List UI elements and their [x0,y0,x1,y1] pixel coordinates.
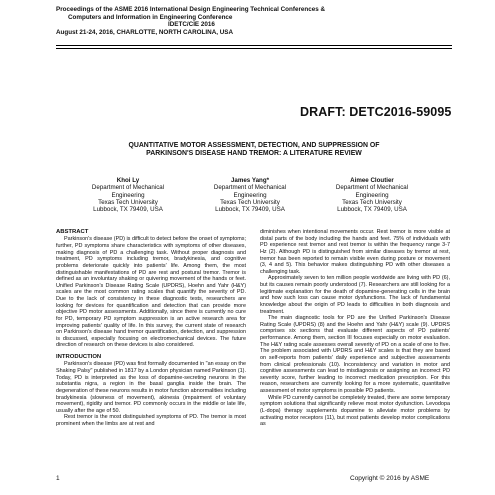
left-column [56,229,246,428]
author-department: Department of Mechanical [213,184,287,192]
right-column [260,229,450,428]
author-city: Lubbock, TX 79409, USA [215,206,285,214]
author-department: Engineering [233,191,267,199]
proceedings-line: August 21-24, 2016, CHARLOTTE, NORTH CAROLINA, USA [56,28,234,36]
draft-label: DRAFT: DETC2016-59095 [300,105,452,119]
author-department: Engineering [355,191,389,199]
abstract-text: Parkinson's disease (PD) is difficult to detect before the onset of symptoms; further, PD symptoms share characteristics with symptoms of other diseases, making diagnosis of PD a challenging task. Without proper diagnosis and treatment, PD symptoms including tremor, bradykinesia, and cognitive problems deteriorate quickly into patients' life. Among them, the most distinguishable manifestations of PD are rest and postural tremor. Tremor is defined as an involuntary shaking or quivering movement of the hands or feet. Unified Parkinson's Disease Rating Scale (UPDRS), Hoehn and Yahr (H&Y) scales are the most common rating scales that quantify the severity of PD. Due to the lack of consistency in these diagnostic tests, researchers are looking for devices for quantification and detection that can provide more objective PD motor assessments. Additionally, since there is currently no cure for PD, temporary PD symptom suppression is an active research area for improving patients' quality of life. In this survey, the current state of research on Parkinson's disease hand tremor quantification, detection, and suppression is discussed, especially focusing on electromechanical devices. The future direction of research on these devices is also considered. [56,236,246,349]
author-block [72,177,184,213]
page-number: 1 [56,475,60,482]
author-department: Department of Mechanical [335,184,409,192]
introduction-paragraph: Rest tremor is the most distinguished symptoms of PD. The tremor is most prominent when the limbs are at rest and [56,414,246,428]
author-city: Lubbock, TX 79409, USA [93,206,163,214]
header-rule-top [56,45,452,46]
author-name: Aimee Cloutier [350,177,394,184]
author-department: Department of Mechanical [91,184,165,192]
paper-title [56,142,452,159]
title-line: PARKINSON'S DISEASE HAND TREMOR: A LITERATURE REVIEW [146,150,362,158]
introduction-heading: INTRODUCTION [56,354,102,361]
author-university: Texas Tech University [342,198,402,206]
body-paragraph: diminishes when intentional movements occur. Rest tremor is more visible at distal parts of the body including the hands and feet. 75% of individuals with PD experience rest tremor and rest tremor is within the frequency range 3-7 Hz (2). Although PD is distinguished from similar diseases by tremor at rest, tremor has been reported to remain visible even during posture or movement (3, 4 and 5). This behavior makes distinguishing PD with other diseases a challenging task. [260,229,450,275]
proceedings-line: Computers and Information in Engineering Conference [68,13,233,21]
author-block [194,177,306,213]
header-rule-bottom [56,48,452,49]
author-city: Lubbock, TX 79409, USA [337,206,407,214]
author-name: Khoi Ly [116,177,140,184]
body-paragraph: The main diagnostic tools for PD are the Unified Parkinson's Disease Rating Scale (UPDRS) (8) and the Hoehn and Yahr (H&Y) scale (9). UPDRS comprises six sections that evaluate different aspects of PD patients' performance. Among them, section III focuses especially on motor evaluation. The H&Y rating scale assesses overall severity of PD on a scale of one to five. The problem associated with UPDRS and H&Y scales is that they are based on self-reports from patients' daily experience and subjective assessments from clinical professionals (10). Inconsistency and variation in motor and cognitive assessments can lead to misdiagnosis or assigning an incorrect PD severity score, further leading to incorrect medication prescription. For this reason, researchers are currently looking for a more systematic, quantitative assessment of motor symptoms in possible PD patients. [260,315,450,394]
author-university: Texas Tech University [98,198,158,206]
author-name: James Yang* [230,177,270,184]
title-line: QUANTITATIVE MOTOR ASSESSMENT, DETECTION, AND SUPPRESSION OF [128,142,380,149]
copyright-notice: Copyright © 2016 by ASME [350,475,430,482]
body-paragraph: Approximately seven to ten million people worldwide are living with PD (6), but its causes remain poorly understood (7). Researchers are still looking for a legitimate explanation for the death of dopamine-generating cells in the brain and how such loss can cause motor dysfunctions. The lack of fundamental knowledge about the origin of PD leads to difficulties in both diagnosis and treatment. [260,275,450,315]
abstract-heading: ABSTRACT [56,229,89,235]
body-paragraph: While PD currently cannot be completely treated, there are some temporary symptom solutions that significantly relieve most motor dysfunction. Levodopa (L-dopa) therapy supplements dopamine to alleviate motor problems by activating motor receptors (11), but most patients develop motor complications as [260,394,450,428]
introduction-paragraph: Parkinson's disease (PD) was first formally documented in "an essay on the Shaking Palsy" published in 1817 by a London physician named Parkinson (1). Today, PD is interpreted as the loss of dopamine-secreting neurons in the substantia nigra, a region in the basal ganglia inside the brain. The degeneration of these neurons results in motor function abnormalities including bradykinesia (slowness of movement), akinesia (impairment of voluntary movement), rigidity and tremor. PD commonly occurs in the middle or late life, usually after the age of 50. [56,361,246,414]
author-university: Texas Tech University [220,198,280,206]
proceedings-line: IDETC/CIE 2016 [168,21,215,29]
proceedings-line: Proceedings of the ASME 2016 International Design Engineering Technical Conferences & [56,6,326,13]
author-department: Engineering [111,191,145,199]
proceedings-header [56,6,456,36]
author-block [316,177,428,213]
